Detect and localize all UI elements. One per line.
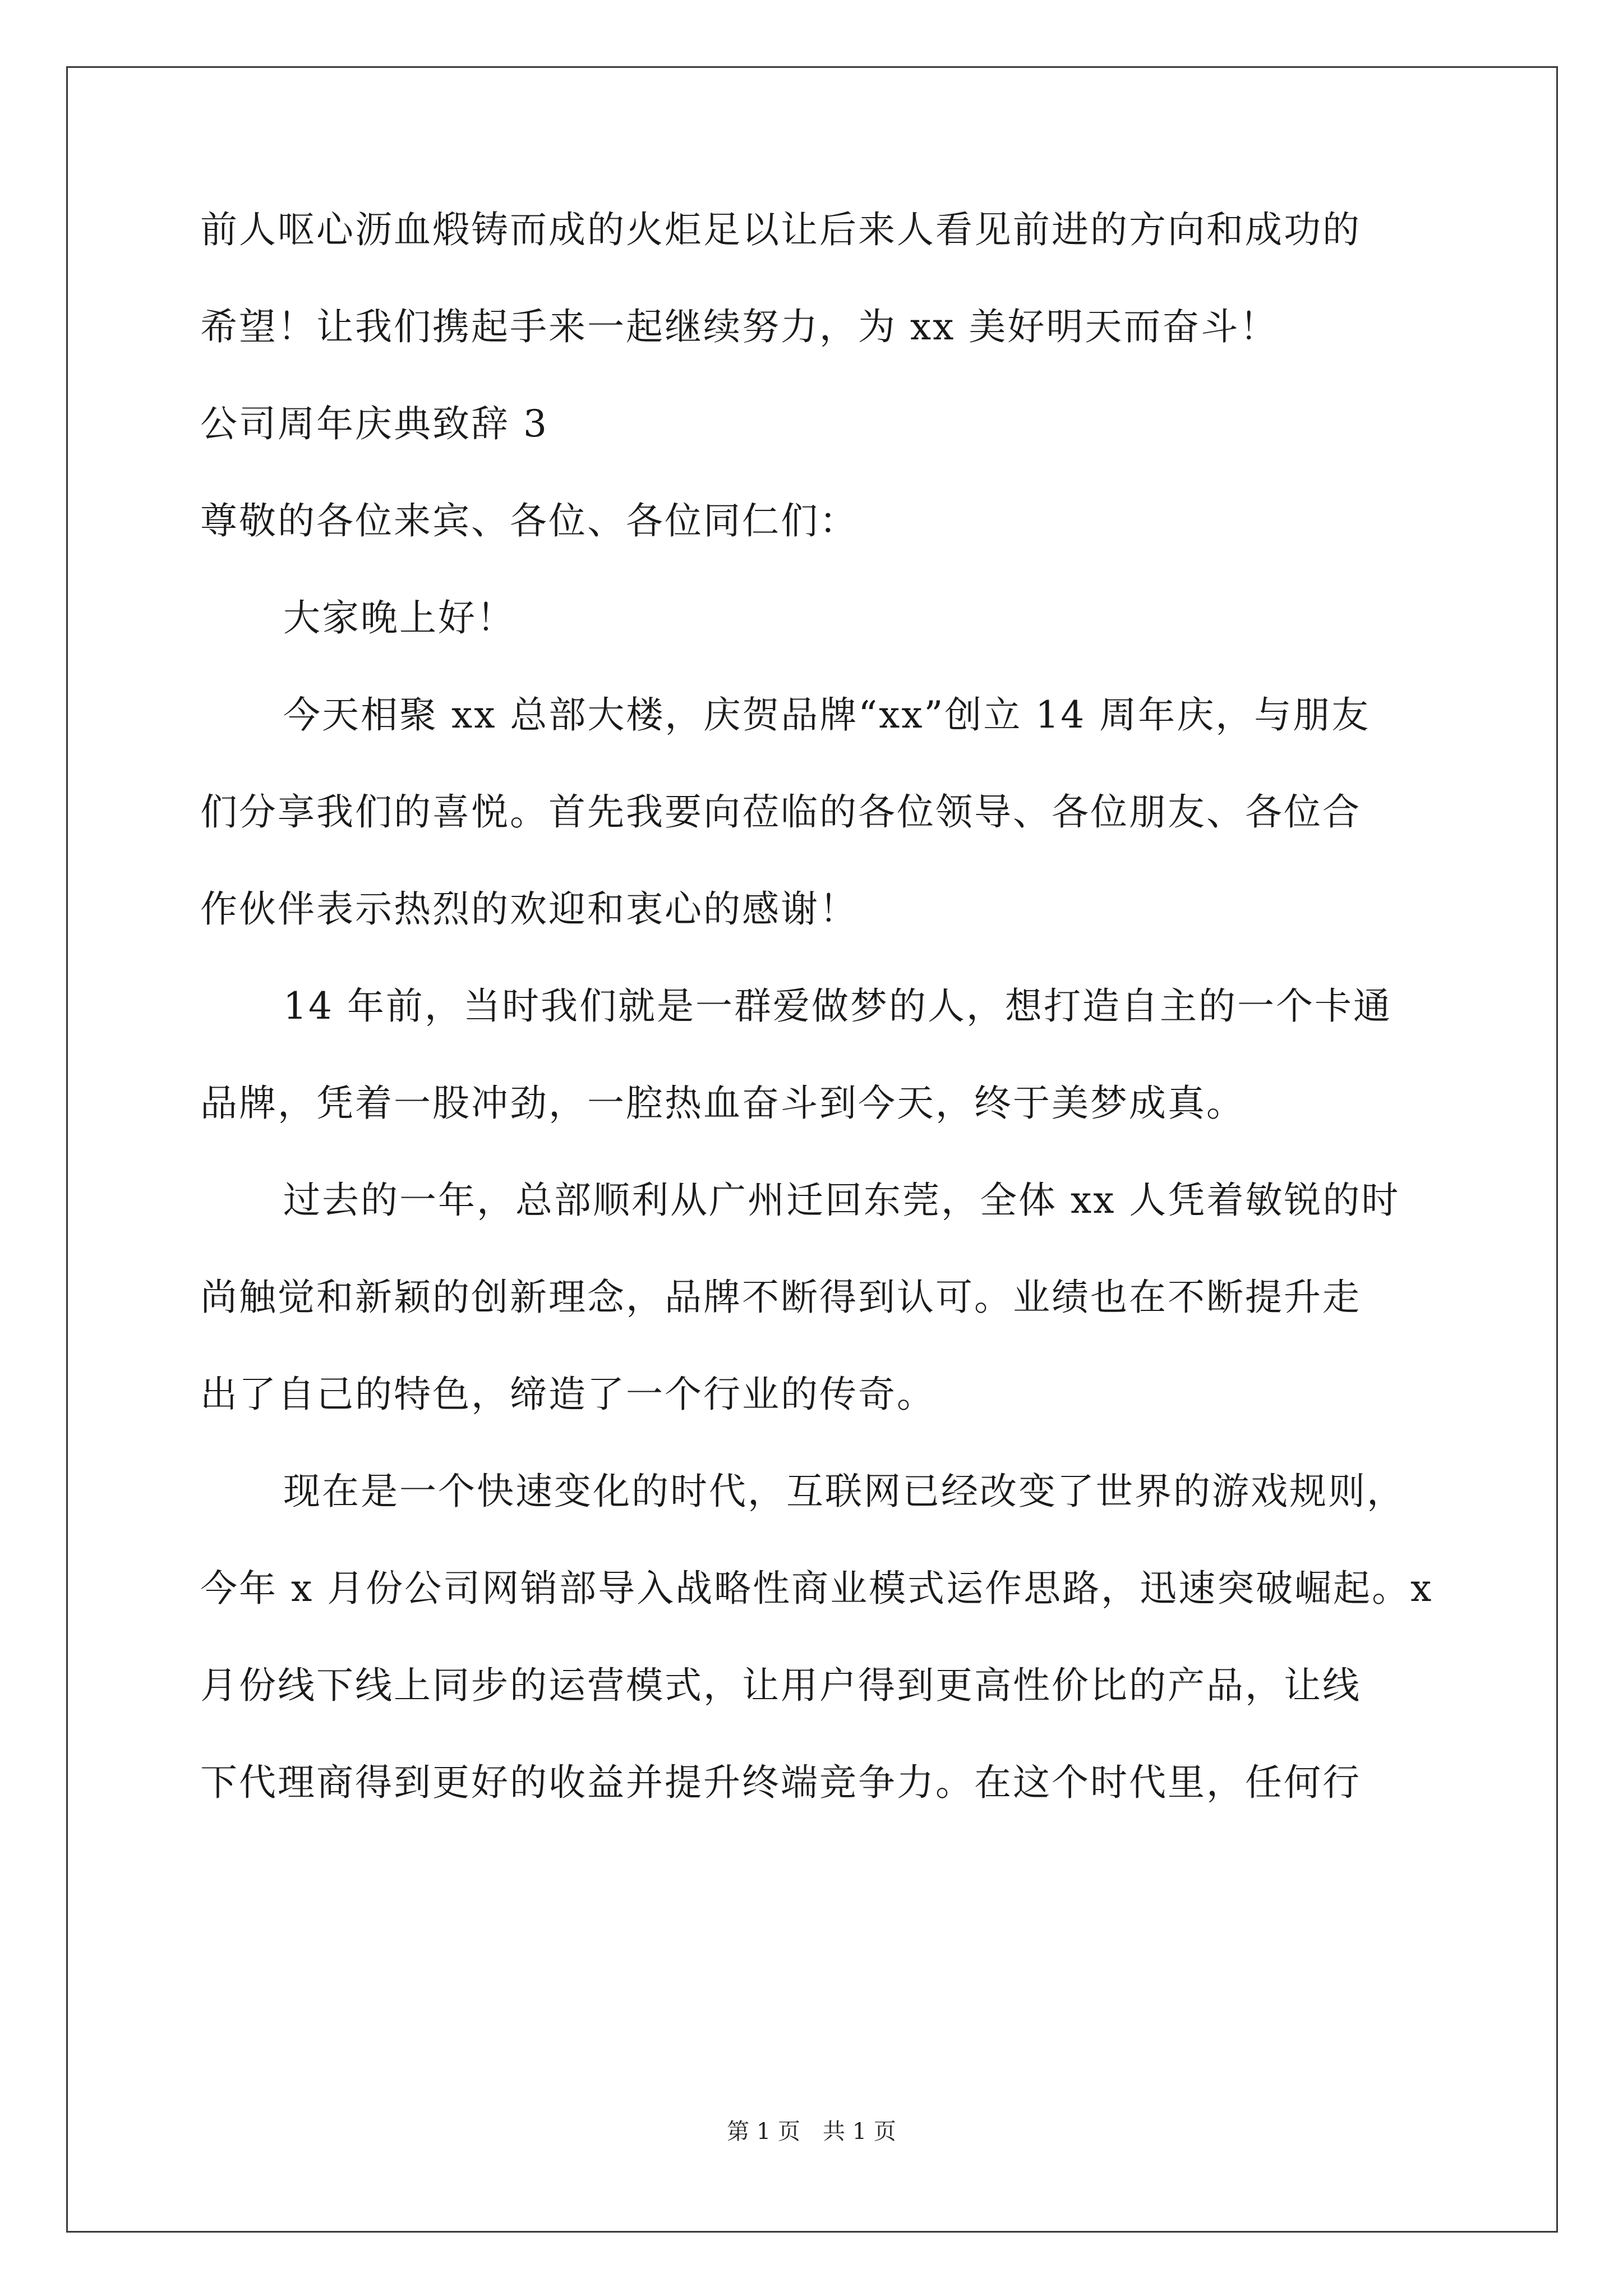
text-line: 们分享我们的喜悦。首先我要向莅临的各位领导、各位朋友、各位合 [200, 790, 1361, 834]
text-line: 希望！让我们携起手来一起继续努力，为 xx 美好明天而奋斗！ [200, 305, 1279, 348]
greeting: 大家晚上好！ [283, 596, 515, 639]
page-footer: 第 1 页 共 1 页 [727, 2119, 896, 2145]
text-line: 尚触觉和新颖的创新理念，品牌不断得到认可。业绩也在不断提升走 [200, 1276, 1361, 1319]
text-line: 前人呕心沥血煅铸而成的火炬足以让后来人看见前进的方向和成功的 [200, 208, 1361, 251]
text-line: 月份线下线上同步的运营模式，让用户得到更高性价比的产品，让线 [200, 1664, 1361, 1707]
page-border [66, 66, 1558, 2233]
text-line: 今年 x 月份公司网销部导入战略性商业模式运作思路，迅速突破崛起。x [200, 1567, 1433, 1610]
text-line: 作伙伴表示热烈的欢迎和衷心的感谢！ [200, 887, 858, 931]
text-line: 现在是一个快速变化的时代，互联网已经改变了世界的游戏规则， [283, 1470, 1405, 1513]
text-line: 14 年前，当时我们就是一群爱做梦的人，想打造自主的一个卡通 [283, 984, 1392, 1028]
text-line: 品牌，凭着一股冲劲，一腔热血奋斗到今天，终于美梦成真。 [200, 1082, 1245, 1125]
text-line: 过去的一年，总部顺利从广州迁回东莞，全体 xx 人凭着敏锐的时 [283, 1179, 1400, 1222]
section-title: 公司周年庆典致辞 3 [200, 402, 548, 445]
text-line: 出了自己的特色，缔造了一个行业的传奇。 [200, 1373, 935, 1416]
text-line: 今天相聚 xx 总部大楼，庆贺品牌“xx”创立 14 周年庆，与朋友 [283, 693, 1371, 737]
text-line: 下代理商得到更好的收益并提升终端竞争力。在这个时代里，任何行 [200, 1761, 1361, 1804]
salutation: 尊敬的各位来宾、各位、各位同仁们： [200, 499, 858, 542]
